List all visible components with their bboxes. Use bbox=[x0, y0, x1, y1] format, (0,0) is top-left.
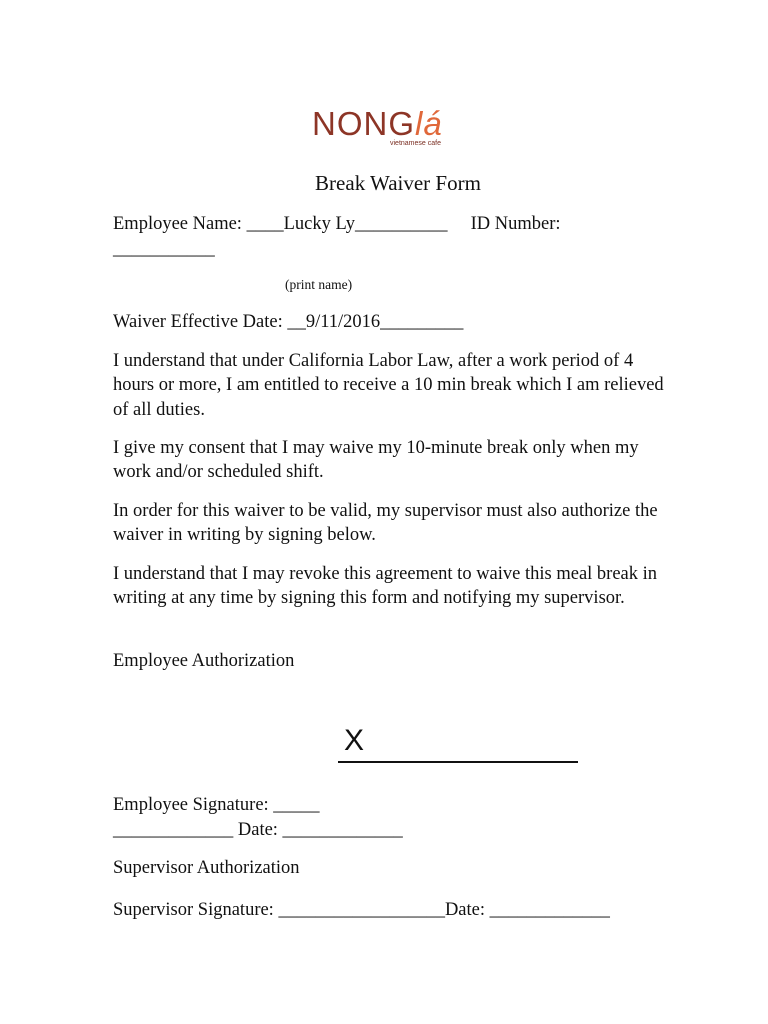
print-name-hint: (print name) bbox=[285, 277, 353, 292]
logo-brand-accent: lá bbox=[415, 105, 443, 142]
employee-authorization-heading: Employee Authorization bbox=[113, 651, 295, 671]
id-number-label: ID Number: bbox=[470, 214, 561, 234]
supervisor-authorization-heading: Supervisor Authorization bbox=[113, 858, 300, 878]
logo-wordmark bbox=[312, 104, 443, 144]
logo-tagline: vietnamese cafe bbox=[390, 140, 441, 147]
signature-mark: X bbox=[344, 724, 365, 757]
paragraph-labor-law: I understand that under California Labor Law, after a work period of 4 hours or more, I am entitled to receive a 10 min break which I am relieved of all duties. bbox=[113, 351, 664, 420]
employee-name-field: Employee Name: ____Lucky Ly__________ bbox=[113, 214, 448, 234]
paragraph-validity: In order for this waiver to be valid, my supervisor must also authorize the waiver in writing by signing below. bbox=[113, 501, 658, 546]
id-number-blank: ___________ bbox=[113, 239, 215, 259]
form-title: Break Waiver Form bbox=[315, 171, 481, 195]
employee-signature-date-line: _____________ Date: _____________ bbox=[113, 820, 403, 840]
paragraph-revoke: I understand that I may revoke this agreement to waive this meal break in writing at any time by signing this form and notifying my supervisor. bbox=[113, 564, 658, 609]
effective-date-line: Waiver Effective Date: __9/11/2016_________ bbox=[113, 312, 464, 332]
supervisor-signature-line: Supervisor Signature: __________________Date: _____________ bbox=[113, 900, 610, 920]
employee-name-line bbox=[113, 212, 561, 236]
employee-signature-line: Employee Signature: _____ bbox=[113, 795, 320, 815]
paragraph-consent: I give my consent that I may waive my 10-minute break only when my work and/or scheduled shift. bbox=[113, 438, 639, 483]
logo-brand-main: NONG bbox=[312, 105, 415, 142]
signature-line bbox=[338, 761, 578, 763]
brand-logo bbox=[312, 104, 457, 154]
